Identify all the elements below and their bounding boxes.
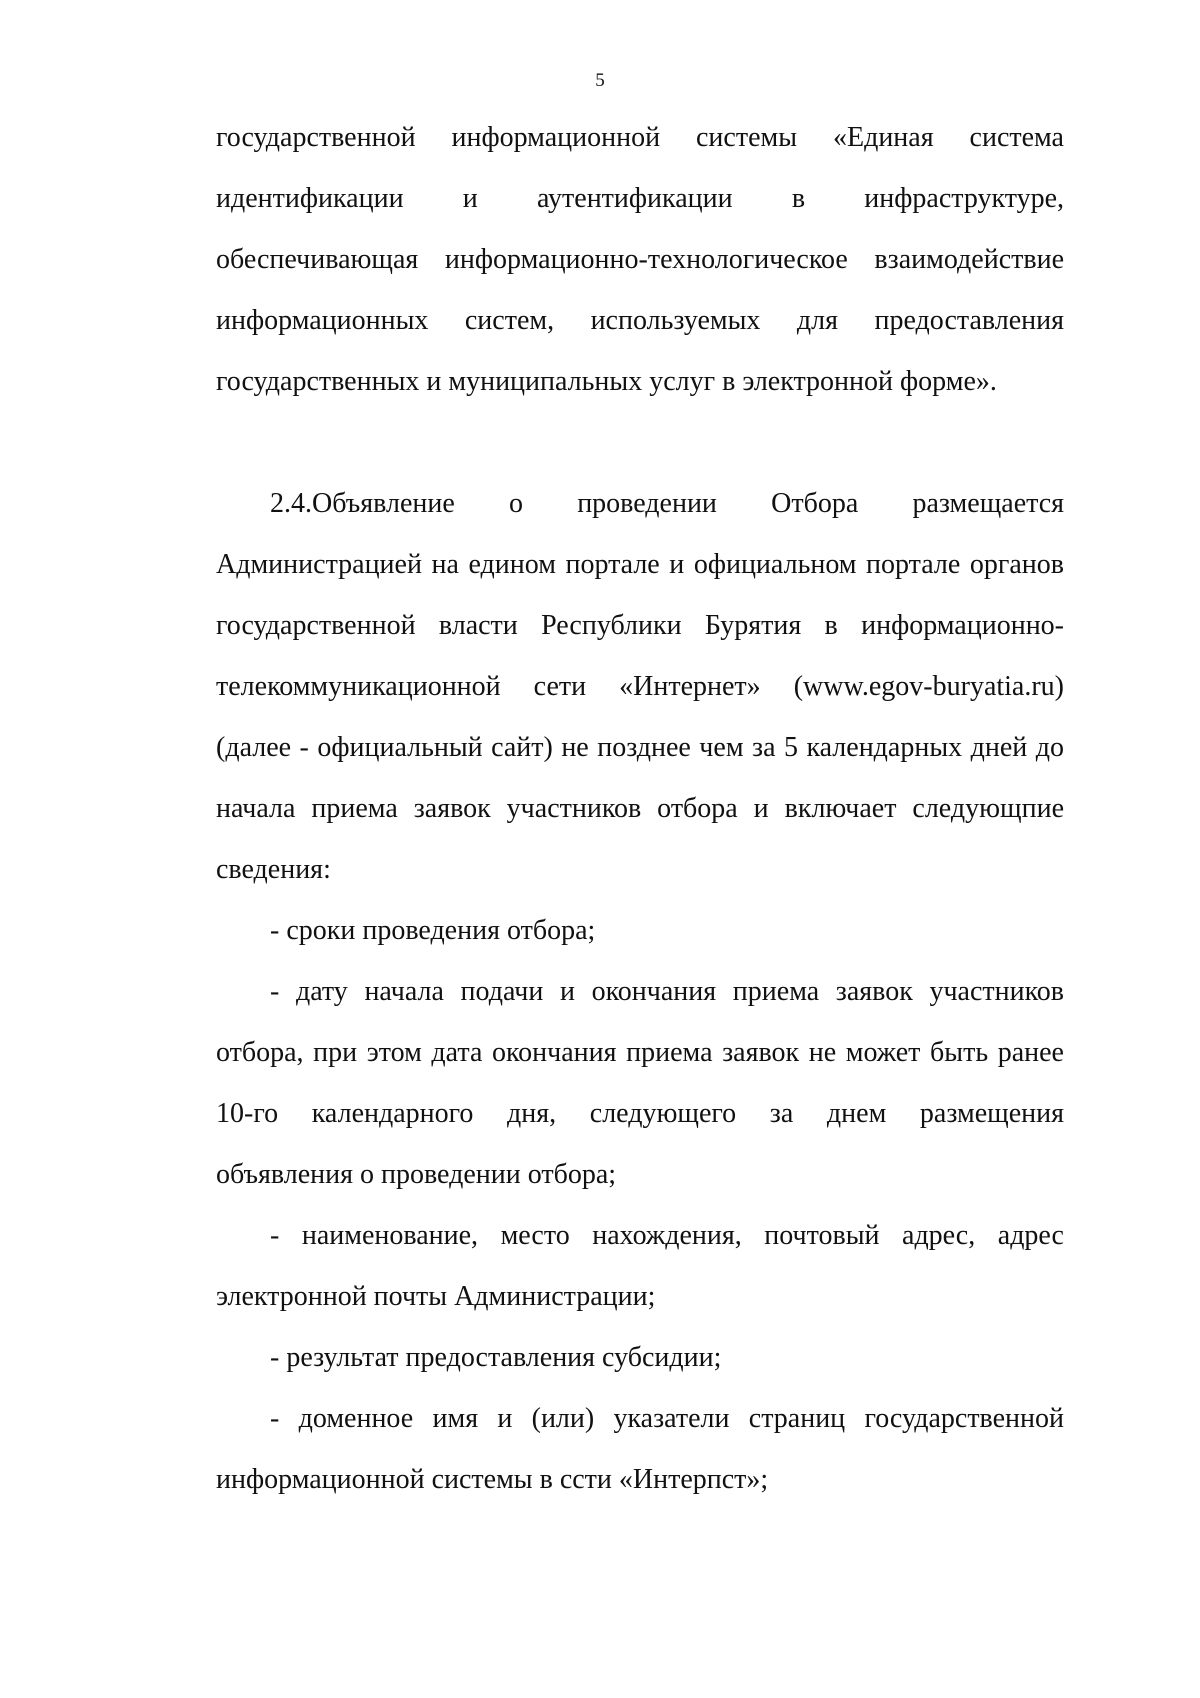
- text-line: сведения:: [216, 854, 331, 885]
- text-line: Администрацией на едином портале и официальном портале органов: [216, 549, 1064, 580]
- text-line: государственной информационной системы «Единая система: [216, 122, 1064, 153]
- text-line: - доменное имя и (или) указатели страниц государственной: [270, 1403, 1064, 1434]
- text-line: 2.4.Объявление о проведении Отбора размещается: [270, 488, 1064, 519]
- text-line: 10-го календарного дня, следующего за днем размещения: [216, 1098, 1064, 1129]
- text-line: объявления о проведении отбора;: [216, 1159, 617, 1190]
- text-line: отбора, при этом дата окончания приема заявок не может быть ранее: [216, 1037, 1064, 1068]
- text-line: - дату начала подачи и окончания приема заявок участников: [270, 976, 1064, 1007]
- text-line: государственной власти Республики Бурятия в информационно-: [216, 610, 1064, 641]
- text-line: информационных систем, используемых для предоставления: [216, 305, 1064, 336]
- text-line: - результат предоставления субсидии;: [270, 1342, 722, 1373]
- page-number: 5: [595, 70, 605, 91]
- text-line: - наименование, место нахождения, почтовый адрес, адрес: [270, 1220, 1064, 1251]
- text-line: - сроки проведения отбора;: [270, 915, 596, 946]
- text-line: обеспечивающая информационно-технологическое взаимодействие: [216, 244, 1064, 275]
- text-line: начала приема заявок участников отбора и включает следующпие: [216, 793, 1064, 824]
- text-line: электронной почты Администрации;: [216, 1281, 656, 1312]
- text-line: идентификации и аутентификации в инфраструктуре,: [216, 183, 1064, 214]
- text-line: государственных и муниципальных услуг в электронной форме».: [216, 366, 997, 397]
- text-line: (далее - официальный сайт) не позднее чем за 5 календарных дней до: [216, 732, 1064, 763]
- text-line: информационной системы в сcти «Интерпст»;: [216, 1464, 769, 1495]
- text-line: телекоммуникационной сети «Интернет» (www.egov-buryatia.ru): [216, 671, 1064, 702]
